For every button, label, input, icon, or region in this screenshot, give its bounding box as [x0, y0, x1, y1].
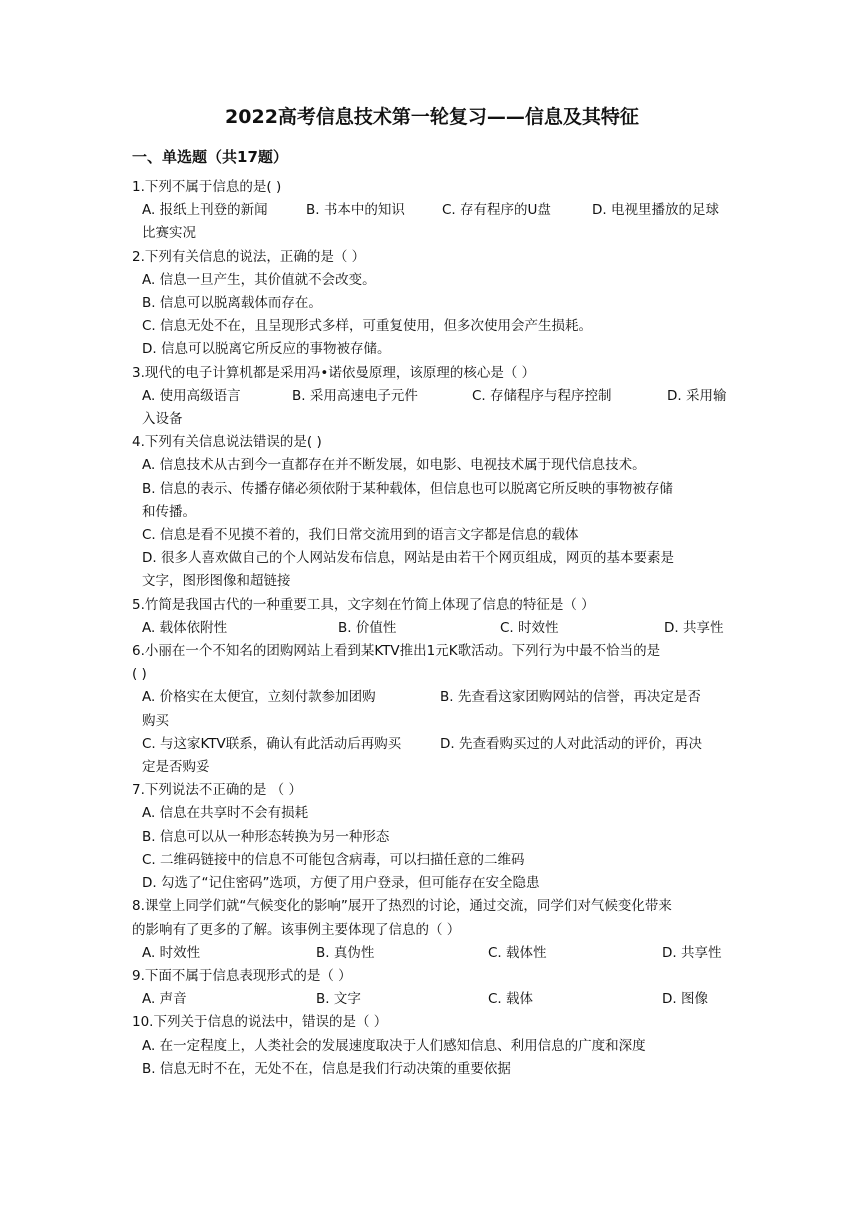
- option-c: C. 时效性: [500, 619, 559, 636]
- option-row: [132, 617, 732, 640]
- option-b: B. 信息无时不在，无处不在，信息是我们行动决策的重要依据: [142, 1060, 511, 1077]
- option-b: B. 真伪性: [316, 944, 375, 961]
- option-a: A. 信息一旦产生，其价值就不会改变。: [142, 271, 376, 288]
- section-heading: 一、单选题（共17题）: [132, 148, 288, 166]
- question-stem: 3.现代的电子计算机都是采用冯•诺依曼原理，该原理的核心是（ ）: [132, 364, 536, 381]
- question-stem-continued: 的影响有了更多的了解。该事例主要体现了信息的（ ）: [132, 921, 461, 938]
- option-c: C. 信息无处不在，且呈现形式多样，可重复使用，但多次使用会产生损耗。: [142, 318, 593, 335]
- option-row: [132, 686, 732, 709]
- document-title: 2022高考信息技术第一轮复习——信息及其特征: [225, 106, 639, 128]
- question-6: [132, 640, 732, 779]
- option-b: B. 信息可以脱离载体而存在。: [142, 295, 322, 312]
- option-a: A. 信息技术从古到今一直都存在并不断发展，如电影、电视技术属于现代信息技术。: [142, 457, 646, 474]
- question-stem: 8.课堂上同学们就“气候变化的影响”展开了热烈的讨论，通过交流，同学们对气候变化带来: [132, 898, 672, 915]
- option-d-continued: 比赛实况: [142, 225, 196, 242]
- option-a: A. 声音: [142, 991, 187, 1008]
- option-d-continued: 定是否购妥: [142, 759, 210, 776]
- option-d: D. 先查看购买过的人对此活动的评价，再决: [440, 735, 702, 752]
- option-b: B. 文字: [316, 991, 361, 1008]
- option-d: D. 采用输: [667, 387, 727, 404]
- option-row: [132, 385, 732, 408]
- question-stem: 9.下面不属于信息表现形式的是（ ）: [132, 967, 352, 984]
- option-b: B. 采用高速电子元件: [292, 387, 418, 404]
- option-c: C. 与这家KTV联系，确认有此活动后再购买: [142, 735, 402, 752]
- option-b: B. 先查看这家团购网站的信誉，再决定是否: [440, 689, 701, 706]
- option-row: [132, 942, 732, 965]
- question-1: [132, 176, 732, 246]
- option-a: A. 价格实在太便宜，立刻付款参加团购: [142, 689, 376, 706]
- option-d-continued: 入设备: [142, 411, 183, 428]
- option-c: C. 载体性: [488, 944, 547, 961]
- option-c: C. 二维码链接中的信息不可能包含病毒，可以扫描任意的二维码: [142, 851, 525, 868]
- option-b: B. 信息可以从一种形态转换为另一种形态: [142, 828, 390, 845]
- option-row: [132, 988, 732, 1011]
- option-a: A. 报纸上刊登的新闻: [142, 202, 268, 219]
- option-a: A. 在一定程度上，人类社会的发展速度取决于人们感知信息、利用信息的广度和深度: [142, 1037, 646, 1054]
- option-d: D. 信息可以脱离它所反应的事物被存储。: [142, 341, 391, 358]
- question-stem: 5.竹简是我国古代的一种重要工具，文字刻在竹简上体现了信息的特征是（ ）: [132, 596, 595, 613]
- option-c: C. 载体: [488, 991, 534, 1008]
- option-a: A. 时效性: [142, 944, 201, 961]
- option-c: C. 存储程序与程序控制: [472, 387, 612, 404]
- option-row: [132, 199, 732, 222]
- question-stem: 10.下列关于信息的说法中，错误的是（ ）: [132, 1014, 388, 1031]
- option-d: D. 图像: [662, 991, 708, 1008]
- option-b: B. 书本中的知识: [306, 202, 405, 219]
- question-stem: 1.下列不属于信息的是( ): [132, 179, 282, 195]
- option-b-continued: 和传播。: [142, 503, 196, 520]
- option-d: D. 电视里播放的足球: [592, 202, 719, 219]
- option-a: A. 载体依附性: [142, 619, 228, 636]
- option-d: D. 共享性: [664, 619, 724, 636]
- question-5: [132, 594, 732, 640]
- option-row: [132, 733, 732, 756]
- question-3: [132, 362, 732, 432]
- option-b-continued: 购买: [142, 712, 169, 729]
- document-page: [132, 104, 732, 1081]
- question-stem: 7.下列说法不正确的是 （ ）: [132, 782, 302, 799]
- question-stem: 6.小丽在一个不知名的团购网站上看到某KTV推出1元K歌活动。下列行为中最不恰当的是: [132, 643, 661, 660]
- question-4: [132, 431, 732, 593]
- option-c: C. 信息是看不见摸不着的，我们日常交流用到的语言文字都是信息的载体: [142, 527, 579, 544]
- option-d: D. 共享性: [662, 944, 722, 961]
- question-7: [132, 779, 732, 895]
- question-10: [132, 1011, 732, 1081]
- option-c: C. 存有程序的U盘: [442, 202, 551, 219]
- option-d: D. 很多人喜欢做自己的个人网站发布信息，网站是由若干个网页组成，网页的基本要素是: [142, 550, 674, 567]
- option-d: D. 勾选了“记住密码”选项，方便了用户登录，但可能存在安全隐患: [142, 875, 540, 892]
- option-b: B. 信息的表示、传播存储必须依附于某种载体，但信息也可以脱离它所反映的事物被存储: [142, 480, 673, 497]
- question-stem-continued: ( ): [132, 666, 147, 683]
- option-a: A. 使用高级语言: [142, 387, 241, 404]
- option-a: A. 信息在共享时不会有损耗: [142, 805, 309, 822]
- question-8: [132, 895, 732, 965]
- option-d-continued: 文字，图形图像和超链接: [142, 573, 291, 590]
- question-stem: 4.下列有关信息说法错误的是( ): [132, 434, 322, 451]
- question-9: [132, 965, 732, 1011]
- option-b: B. 价值性: [338, 619, 397, 636]
- question-2: [132, 246, 732, 362]
- question-stem: 2.下列有关信息的说法，正确的是（ ）: [132, 248, 366, 265]
